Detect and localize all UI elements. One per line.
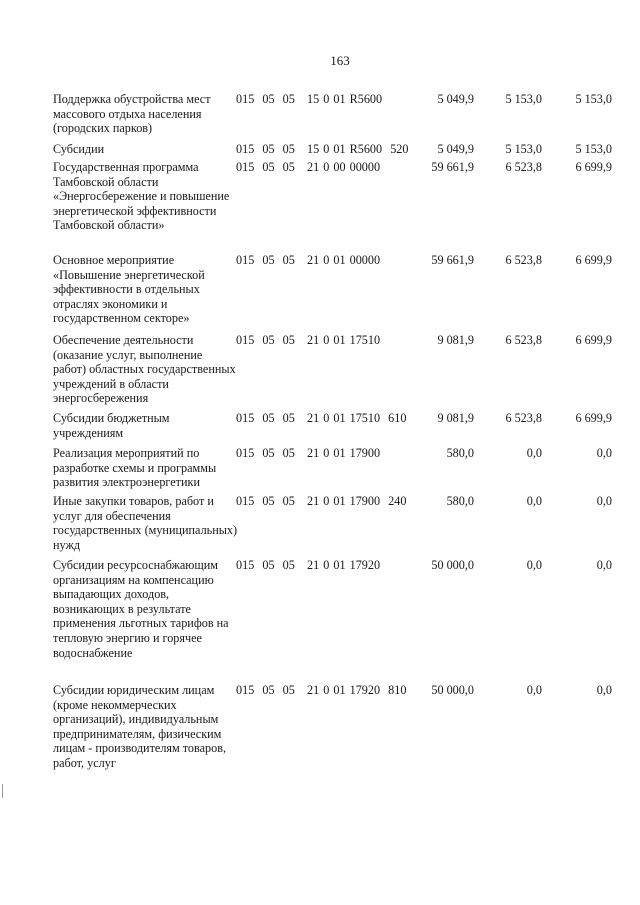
row-name: Иные закупки товаров, работ и услуг для обеспечения государственных (муниципальных) нужд: [53, 494, 238, 552]
row-value-2: 6 523,8: [505, 411, 542, 425]
row-value-3: 0,0: [596, 494, 612, 508]
row-value-1: 580,0: [446, 446, 474, 460]
row-code: 015 05 05 21 0 01 17920 810: [236, 683, 407, 697]
row-value-1: 9 081,9: [437, 411, 474, 425]
row-value-3: 0,0: [596, 683, 612, 697]
row-value-2: 0,0: [526, 558, 542, 572]
row-code: 015 05 05 21 0 01 17900: [236, 446, 381, 460]
row-name: Поддержка обустройства мест массового отдыха населения (городских парков): [53, 92, 211, 136]
row-value-2: 6 523,8: [505, 333, 542, 347]
row-code: 015 05 05 21 0 01 00000: [236, 253, 381, 267]
row-value-1: 50 000,0: [431, 558, 474, 572]
row-name: Субсидии ресурсоснабжающим организациям на компенсацию выпадающих доходов, возникающих в результате применения льготных тарифов на тепловую энергию и горячее водоснабжение: [53, 558, 229, 660]
row-value-3: 5 153,0: [575, 92, 612, 106]
row-value-2: 6 523,8: [505, 160, 542, 174]
row-name: Обеспечение деятельности (оказание услуг, выполнение работ) областных государственных учреждений в области энергосбережения: [53, 333, 236, 406]
scan-edge-mark: [2, 784, 3, 798]
row-name: Субсидии: [53, 142, 105, 156]
row-code: 015 05 05 15 0 01 R5600 520: [236, 142, 409, 156]
row-value-2: 0,0: [526, 446, 542, 460]
row-code: 015 05 05 21 0 01 17510: [236, 333, 381, 347]
row-value-1: 5 049,9: [437, 92, 474, 106]
row-value-1: 59 661,9: [431, 253, 474, 267]
row-value-2: 6 523,8: [505, 253, 542, 267]
row-value-3: 6 699,9: [575, 253, 612, 267]
row-value-1: 580,0: [446, 494, 474, 508]
row-value-1: 50 000,0: [431, 683, 474, 697]
row-code: 015 05 05 21 0 01 17900 240: [236, 494, 407, 508]
row-value-2: 5 153,0: [505, 142, 542, 156]
row-value-2: 0,0: [526, 683, 542, 697]
row-value-3: 5 153,0: [575, 142, 612, 156]
row-value-3: 6 699,9: [575, 411, 612, 425]
row-value-3: 0,0: [596, 446, 612, 460]
row-value-1: 59 661,9: [431, 160, 474, 174]
row-code: 015 05 05 15 0 01 R5600: [236, 92, 383, 106]
row-value-3: 0,0: [596, 558, 612, 572]
row-code: 015 05 05 21 0 00 00000: [236, 160, 381, 174]
row-code: 015 05 05 21 0 01 17920: [236, 558, 381, 572]
row-name: Реализация мероприятий по разработке схемы и программы развития электроэнергетики: [53, 446, 217, 490]
row-value-2: 5 153,0: [505, 92, 542, 106]
row-name: Основное мероприятие «Повышение энергетической эффективности в отдельных отраслях экономики и государственном секторе»: [53, 253, 205, 326]
row-value-1: 9 081,9: [437, 333, 474, 347]
page-number: 163: [330, 53, 350, 68]
row-value-2: 0,0: [526, 494, 542, 508]
row-name: Субсидии юридическим лицам (кроме некоммерческих организаций), индивидуальным предпринимателям, физическим лицам - производителям товаров, работ, услуг: [53, 683, 227, 770]
row-code: 015 05 05 21 0 01 17510 610: [236, 411, 407, 425]
row-value-3: 6 699,9: [575, 333, 612, 347]
row-name: Государственная программа Тамбовской области «Энергосбережение и повышение энергетической эффективности Тамбовской области»: [53, 160, 230, 233]
row-value-3: 6 699,9: [575, 160, 612, 174]
row-value-1: 5 049,9: [437, 142, 474, 156]
row-name: Субсидии бюджетным учреждениям: [53, 411, 170, 440]
